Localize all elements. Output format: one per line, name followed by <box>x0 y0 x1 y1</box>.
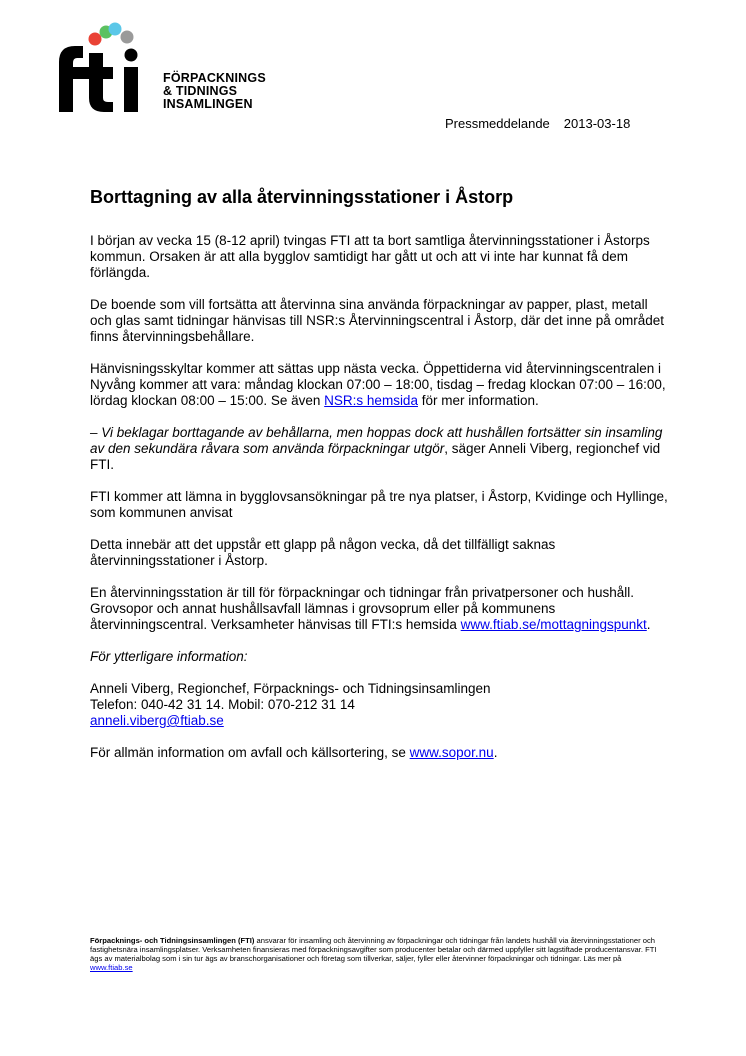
paragraph-5: FTI kommer att lämna in bygglovsansökningar på tre nya platser, i Åstorp, Kvidinge och Hyllinge, som kommunen anvisat <box>90 489 668 520</box>
document-type: Pressmeddelande <box>445 116 550 131</box>
quote-text: – Vi beklagar borttagande av behållarna, men hoppas dock att hushållen fortsätter sin insamling av den sekundära råvara som använda förpackningar utgör <box>90 425 663 456</box>
document-date: 2013-03-18 <box>563 116 631 131</box>
sopor-website-link[interactable]: www.sopor.nu <box>409 745 494 760</box>
logo-letter-f <box>59 46 83 112</box>
paragraph-2: De boende som vill fortsätta att återvinna sina använda förpackningar av papper, plast, metall och glas samt tidningar hänvisas till NSR:s Återvinningscentral i Åstorp, där det inne på området finns återvinningsbehållare. <box>90 297 665 344</box>
general-info-text-end: . <box>493 745 498 760</box>
paragraph-7-text: En återvinningsstation är till för förpackningar och tidningar från privatpersoner och hushåll. Grovsopor och annat hushållsavfall lämnas i grovsoprum eller på kommunens återvinningscentral. Verksamheter hänvisas till FTI:s hemsida <box>90 585 635 632</box>
contact-name: Anneli Viberg, Regionchef, Förpacknings- och Tidningsinsamlingen <box>90 681 491 696</box>
paragraph-3-text: Hänvisningsskyltar kommer att sättas upp nästa vecka. Öppettiderna vid återvinningscentralen i Nyvång kommer att vara: måndag klockan 07:00 – 18:00, tisdag – fredag klockan 07:00 – 16:00, lördag klockan 08:00 – 15:00. Se även <box>90 361 666 408</box>
contact-block <box>90 681 670 729</box>
footer-boilerplate <box>90 936 660 972</box>
ftiab-mottagningspunkt-link[interactable]: www.ftiab.se/mottagningspunkt <box>460 617 647 632</box>
general-info <box>90 745 670 761</box>
contact-email-link[interactable]: anneli.viberg@ftiab.se <box>90 713 224 728</box>
logo-line-2: & TIDNINGS <box>163 84 238 98</box>
footer-ftiab-link[interactable]: www.ftiab.se <box>90 963 133 972</box>
footer-text: ansvarar för insamling och återvinning av förpackningar och tidningar från landets hushåll via återvinningsstationer och fastighetsnära insamlingsplatser. Verksamheten finansieras med förpackningsavgifter som producenter betalar och därmed uppfyller sitt lagstiftade producentansvar. FTI ägs av materialbolag som i sin tur ägs av branschorganisationer och företag som tillverkar, säljer, fyller eller återvinner förpackningar och tidningar. Läs mer på <box>90 936 657 963</box>
logo-line-1: FÖRPACKNINGS <box>163 71 266 85</box>
logo-dot-gray <box>121 31 134 44</box>
logo-dot-red <box>89 33 102 46</box>
fti-logo-mark <box>47 20 147 120</box>
logo-line-3: INSAMLINGEN <box>163 97 253 111</box>
paragraph-7-text-end: . <box>646 617 651 632</box>
document-meta <box>445 116 630 131</box>
logo-dot-i <box>125 49 138 62</box>
paragraph-1: I början av vecka 15 (8-12 april) tvingas FTI att ta bort samtliga återvinningsstationer i Åstorps kommun. Orsaken är att alla bygglov samtidigt har gått ut och att vi inte har kunnat få dem förlängda. <box>90 233 650 280</box>
paragraph-6: Detta innebär att det uppstår ett glapp på någon vecka, då det tillfälligt saknas återvinningsstationer i Åstorp. <box>90 537 556 568</box>
general-info-text: För allmän information om avfall och källsortering, se <box>90 745 410 760</box>
nsr-website-link[interactable]: NSR:s hemsida <box>324 393 418 408</box>
paragraph-7 <box>90 585 670 633</box>
logo-letter-t <box>83 53 113 112</box>
footer-org-name: Förpacknings- och Tidningsinsamlingen (FTI) <box>90 936 255 945</box>
paragraph-3 <box>90 361 670 409</box>
contact-phone: Telefon: 040-42 31 14. Mobil: 070-212 31 14 <box>90 697 355 712</box>
paragraph-4-quote <box>90 425 670 473</box>
more-info-heading: För ytterligare information: <box>90 649 248 664</box>
logo-organization-name <box>163 72 266 111</box>
paragraph-3-text-end: för mer information. <box>417 393 539 408</box>
fti-logo <box>47 20 287 120</box>
logo-dot-blue <box>109 23 122 36</box>
logo-letter-i <box>124 67 138 112</box>
quote-attribution: , säger Anneli Viberg, regionchef vid FTI. <box>90 441 661 472</box>
press-release-title: Borttagning av alla återvinningsstationer i Åstorp <box>90 187 514 207</box>
press-release-body <box>90 233 670 777</box>
